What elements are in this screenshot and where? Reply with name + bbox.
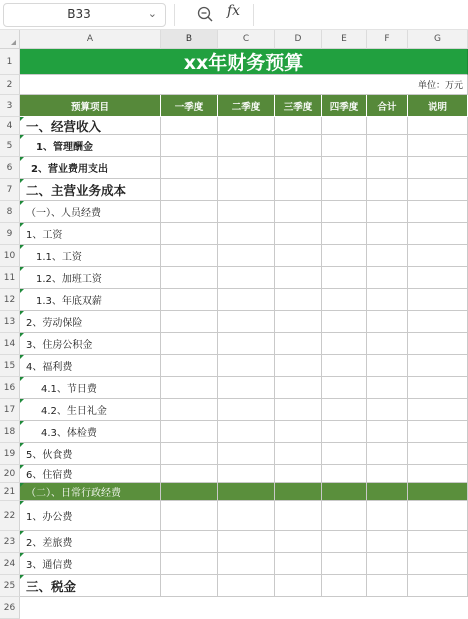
fx-icon[interactable]: fx [227,3,241,19]
value-cell[interactable] [161,377,218,399]
value-cell[interactable] [367,289,408,311]
value-cell[interactable] [322,421,367,443]
value-cell[interactable] [218,399,275,421]
value-cell[interactable] [408,377,468,399]
budget-item-label: 三、税金 [26,578,77,594]
value-cell[interactable] [218,267,275,289]
value-cell[interactable] [367,355,408,377]
row-header[interactable]: 10 [0,245,20,267]
row-header[interactable]: 26 [0,597,20,619]
sheet-title[interactable]: xx年财务预算 [20,49,468,75]
budget-item-cell[interactable] [20,377,161,399]
text-format-indicator-icon [20,465,24,469]
value-cell[interactable] [275,135,322,157]
divider [174,4,175,26]
row-header[interactable]: 19 [0,443,20,465]
value-cell[interactable] [322,483,367,501]
value-cell[interactable] [161,267,218,289]
value-cell[interactable] [367,201,408,223]
value-cell[interactable] [322,531,367,553]
value-cell[interactable] [367,311,408,333]
column-title[interactable]: 二季度 [218,95,275,117]
column-title[interactable]: 一季度 [161,95,218,117]
text-format-indicator-icon [20,399,24,403]
value-cell[interactable] [161,289,218,311]
row-header[interactable]: 22 [0,501,20,531]
text-format-indicator-icon [20,117,24,121]
value-cell[interactable] [408,399,468,421]
name-box[interactable] [3,3,166,27]
column-title[interactable]: 三季度 [275,95,322,117]
value-cell[interactable] [367,575,408,597]
budget-item-cell[interactable] [20,399,161,421]
value-cell[interactable] [275,501,322,531]
value-cell[interactable] [218,311,275,333]
budget-item-label: 4.3、体检费 [41,428,97,439]
budget-item-label: 1.1、工资 [36,252,82,263]
value-cell[interactable] [367,267,408,289]
value-cell[interactable] [275,355,322,377]
value-cell[interactable] [218,483,275,501]
value-cell[interactable] [161,135,218,157]
value-cell[interactable] [322,157,367,179]
budget-item-cell[interactable] [20,179,161,201]
value-cell[interactable] [408,135,468,157]
row-header[interactable]: 6 [0,157,20,179]
row-header[interactable]: 1 [0,49,20,75]
value-cell[interactable] [275,311,322,333]
value-cell[interactable] [161,179,218,201]
value-cell[interactable] [367,553,408,575]
value-cell[interactable] [275,289,322,311]
budget-item-cell[interactable] [20,157,161,179]
value-cell[interactable] [161,575,218,597]
budget-item-label: 6、住宿费 [26,470,73,481]
value-cell[interactable] [408,501,468,531]
budget-item-label: 2、营业费用支出 [31,164,108,175]
text-format-indicator-icon [20,135,24,139]
value-cell[interactable] [161,117,218,135]
column-header-c[interactable]: C [218,30,275,49]
value-cell[interactable] [218,465,275,483]
value-cell[interactable] [218,501,275,531]
row-header[interactable]: 24 [0,553,20,575]
budget-item-label: 二、主营业务成本 [26,182,127,198]
value-cell[interactable] [275,377,322,399]
value-cell[interactable] [408,223,468,245]
column-header-e[interactable]: E [322,30,367,49]
chevron-down-icon[interactable]: ⌄ [147,7,157,20]
column-header-g[interactable]: G [408,30,468,49]
budget-item-cell[interactable] [20,333,161,355]
budget-item-label: 3、住房公积金 [26,340,93,351]
value-cell[interactable] [218,421,275,443]
value-cell[interactable] [367,399,408,421]
value-cell[interactable] [367,223,408,245]
text-format-indicator-icon [20,553,24,557]
value-cell[interactable] [322,575,367,597]
value-cell[interactable] [218,223,275,245]
value-cell[interactable] [275,399,322,421]
value-cell[interactable] [161,483,218,501]
budget-item-label: 一、经营收入 [26,118,102,134]
row-header[interactable]: 20 [0,465,20,483]
value-cell[interactable] [408,355,468,377]
text-format-indicator-icon [20,443,24,447]
value-cell[interactable] [408,575,468,597]
budget-item-cell[interactable] [20,531,161,553]
value-cell[interactable] [218,553,275,575]
text-format-indicator-icon [20,311,24,315]
row-header[interactable]: 17 [0,399,20,421]
value-cell[interactable] [275,531,322,553]
column-header-b[interactable]: B [161,30,218,49]
value-cell[interactable] [367,465,408,483]
value-cell[interactable] [275,223,322,245]
value-cell[interactable] [218,157,275,179]
value-cell[interactable] [367,377,408,399]
value-cell[interactable] [367,483,408,501]
text-format-indicator-icon [20,377,24,381]
budget-item-cell[interactable] [20,553,161,575]
value-cell[interactable] [367,117,408,135]
value-cell[interactable] [275,179,322,201]
row-header[interactable]: 7 [0,179,20,201]
budget-item-cell[interactable] [20,289,161,311]
value-cell[interactable] [408,201,468,223]
value-cell[interactable] [161,245,218,267]
value-cell[interactable] [408,465,468,483]
value-cell[interactable] [367,245,408,267]
value-cell[interactable] [322,179,367,201]
budget-item-label: 5、伙食费 [26,450,73,461]
value-cell[interactable] [275,443,322,465]
row-header[interactable]: 21 [0,483,20,501]
value-cell[interactable] [218,245,275,267]
budget-item-cell[interactable] [20,135,161,157]
value-cell[interactable] [367,333,408,355]
value-cell[interactable] [322,245,367,267]
column-title[interactable]: 四季度 [322,95,367,117]
text-format-indicator-icon [20,501,24,505]
value-cell[interactable] [322,201,367,223]
value-cell[interactable] [275,553,322,575]
value-cell[interactable] [161,421,218,443]
value-cell[interactable] [408,531,468,553]
value-cell[interactable] [322,465,367,483]
row-header[interactable]: 9 [0,223,20,245]
value-cell[interactable] [275,201,322,223]
budget-item-cell[interactable] [20,245,161,267]
value-cell[interactable] [275,333,322,355]
value-cell[interactable] [367,157,408,179]
text-format-indicator-icon [20,157,24,161]
value-cell[interactable] [322,501,367,531]
row-header[interactable]: 14 [0,333,20,355]
value-cell[interactable] [218,531,275,553]
value-cell[interactable] [367,135,408,157]
budget-item-label: 2、差旅费 [26,538,73,549]
value-cell[interactable] [275,157,322,179]
value-cell[interactable] [161,333,218,355]
budget-item-label: 1.3、年底双薪 [36,296,102,307]
select-all-corner[interactable] [0,30,20,49]
column-header-d[interactable]: D [275,30,322,49]
text-format-indicator-icon [20,333,24,337]
row-header[interactable]: 16 [0,377,20,399]
value-cell[interactable] [408,421,468,443]
value-cell[interactable] [408,267,468,289]
value-cell[interactable] [367,179,408,201]
value-cell[interactable] [161,531,218,553]
value-cell[interactable] [218,355,275,377]
column-title[interactable]: 说明 [408,95,468,117]
budget-item-cell[interactable] [20,201,161,223]
text-format-indicator-icon [20,483,24,487]
value-cell[interactable] [161,465,218,483]
row-header[interactable]: 3 [0,95,20,117]
text-format-indicator-icon [20,289,24,293]
value-cell[interactable] [161,201,218,223]
value-cell[interactable] [322,443,367,465]
value-cell[interactable] [322,267,367,289]
value-cell[interactable] [275,575,322,597]
value-cell[interactable] [218,575,275,597]
value-cell[interactable] [275,465,322,483]
value-cell[interactable] [367,443,408,465]
row-header[interactable]: 12 [0,289,20,311]
budget-item-label: （一）、人员经费 [26,208,101,219]
value-cell[interactable] [275,117,322,135]
column-header-a[interactable]: A [20,30,161,49]
budget-item-label: 1.2、加班工资 [36,274,102,285]
value-cell[interactable] [275,245,322,267]
column-header-f[interactable]: F [367,30,408,49]
budget-item-label: 2、劳动保险 [26,318,83,329]
value-cell[interactable] [367,531,408,553]
column-title[interactable]: 合计 [367,95,408,117]
text-format-indicator-icon [20,531,24,535]
row-header[interactable]: 23 [0,531,20,553]
text-format-indicator-icon [20,201,24,205]
value-cell[interactable] [408,289,468,311]
value-cell[interactable] [218,377,275,399]
budget-item-cell[interactable] [20,267,161,289]
text-format-indicator-icon [20,355,24,359]
value-cell[interactable] [408,245,468,267]
budget-item-label: 4.1、节日费 [41,384,97,395]
row-header[interactable]: 25 [0,575,20,597]
value-cell[interactable] [408,553,468,575]
value-cell[interactable] [218,443,275,465]
value-cell[interactable] [275,483,322,501]
value-cell[interactable] [322,311,367,333]
budget-item-label: 4、福利费 [26,362,73,373]
row-header[interactable]: 2 [0,75,20,95]
value-cell[interactable] [408,157,468,179]
row-header[interactable]: 15 [0,355,20,377]
value-cell[interactable] [218,201,275,223]
value-cell[interactable] [367,501,408,531]
text-format-indicator-icon [20,245,24,249]
value-cell[interactable] [322,289,367,311]
budget-item-cell[interactable] [20,575,161,597]
budget-item-label: （二）、日常行政经费 [26,488,121,499]
budget-item-label: 1、办公费 [26,512,73,523]
divider [253,4,254,26]
cell-reference: B33 [67,7,91,21]
budget-item-label: 1、工资 [26,230,63,241]
row-header[interactable]: 4 [0,117,20,135]
row-header[interactable]: 13 [0,311,20,333]
value-cell[interactable] [408,333,468,355]
formula-bar [0,0,468,30]
value-cell[interactable] [161,355,218,377]
zoom-out-icon[interactable] [196,5,214,23]
value-cell[interactable] [408,311,468,333]
budget-item-cell[interactable] [20,443,161,465]
value-cell[interactable] [161,443,218,465]
row-header[interactable]: 8 [0,201,20,223]
text-format-indicator-icon [20,223,24,227]
value-cell[interactable] [322,117,367,135]
text-format-indicator-icon [20,421,24,425]
budget-item-cell[interactable] [20,501,161,531]
budget-item-cell[interactable] [20,311,161,333]
value-cell[interactable] [218,135,275,157]
value-cell[interactable] [218,179,275,201]
value-cell[interactable] [322,333,367,355]
value-cell[interactable] [322,553,367,575]
value-cell[interactable] [161,501,218,531]
value-cell[interactable] [161,157,218,179]
budget-item-cell[interactable] [20,223,161,245]
value-cell[interactable] [408,117,468,135]
value-cell[interactable] [408,483,468,501]
value-cell[interactable] [161,311,218,333]
value-cell[interactable] [322,355,367,377]
value-cell[interactable] [367,421,408,443]
row-header[interactable]: 11 [0,267,20,289]
value-cell[interactable] [218,289,275,311]
row-header[interactable]: 18 [0,421,20,443]
budget-item-cell[interactable] [20,465,161,483]
value-cell[interactable] [322,223,367,245]
text-format-indicator-icon [20,267,24,271]
value-cell[interactable] [408,179,468,201]
text-format-indicator-icon [20,575,24,579]
budget-item-cell[interactable] [20,117,161,135]
value-cell[interactable] [218,117,275,135]
value-cell[interactable] [218,333,275,355]
budget-item-cell[interactable] [20,483,161,501]
budget-item-label: 3、通信费 [26,560,73,571]
value-cell[interactable] [161,399,218,421]
value-cell[interactable] [161,553,218,575]
value-cell[interactable] [275,421,322,443]
value-cell[interactable] [322,135,367,157]
budget-item-label: 4.2、生日礼金 [41,406,107,417]
budget-item-label: 1、管理酬金 [36,142,93,153]
budget-item-cell[interactable] [20,421,161,443]
value-cell[interactable] [408,443,468,465]
value-cell[interactable] [161,223,218,245]
value-cell[interactable] [322,377,367,399]
value-cell[interactable] [322,399,367,421]
column-title[interactable]: 预算项目 [20,95,161,117]
row-header[interactable]: 5 [0,135,20,157]
budget-item-cell[interactable] [20,355,161,377]
text-format-indicator-icon [20,179,24,183]
value-cell[interactable] [275,267,322,289]
unit-label[interactable]: 单位：万元 [20,75,468,95]
